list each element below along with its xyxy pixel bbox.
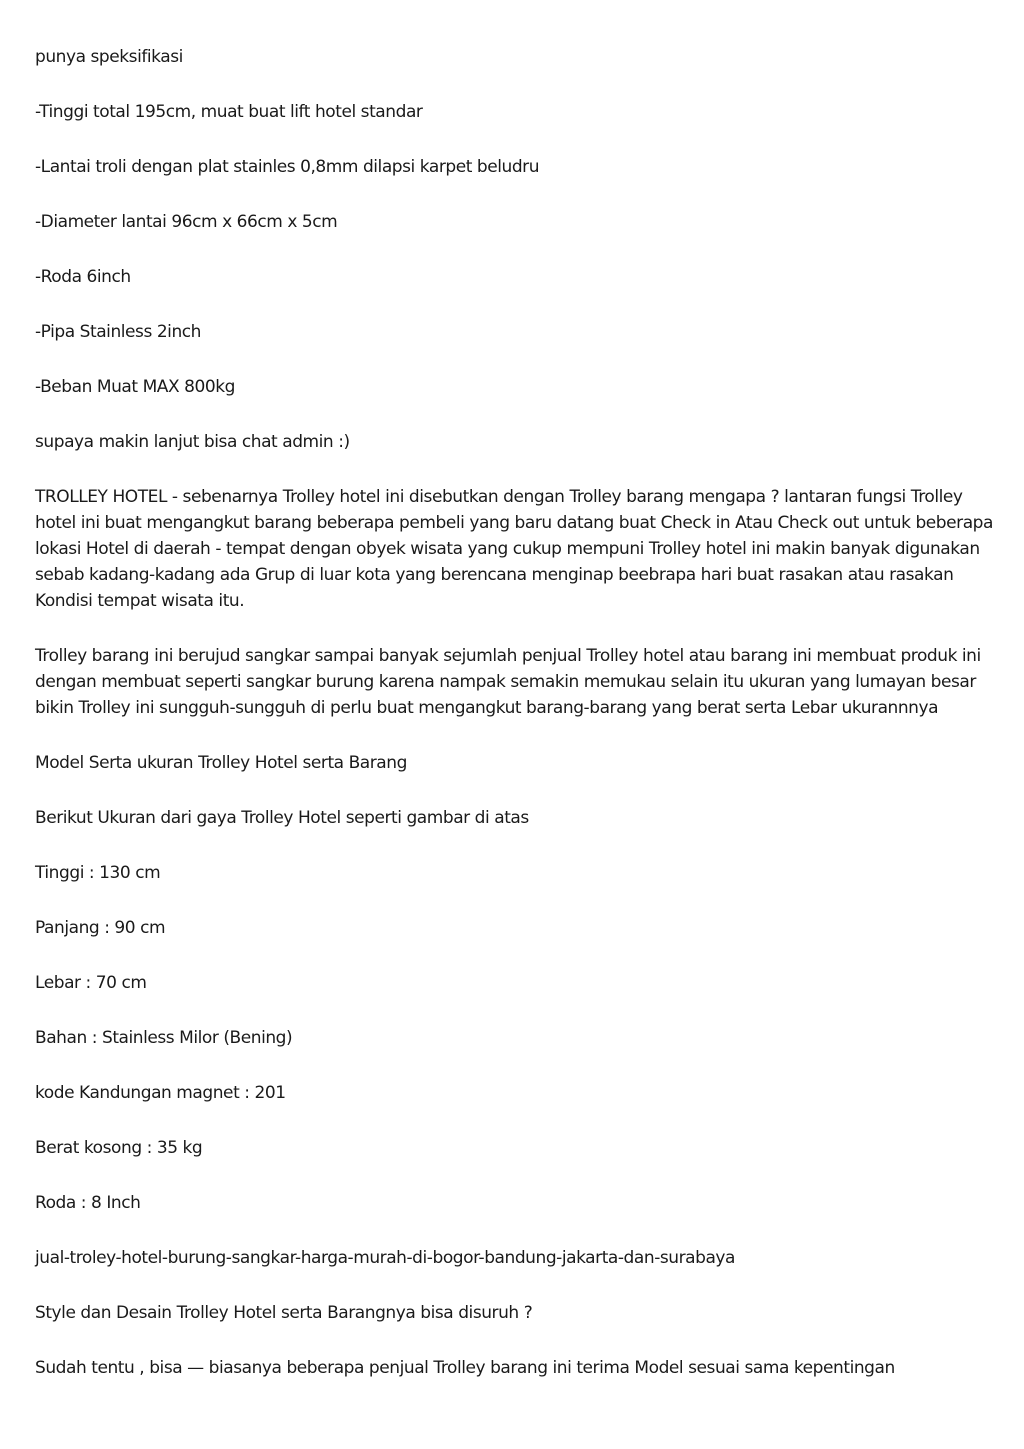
- spec-item: Roda : 8 Inch: [35, 1193, 141, 1213]
- paragraph: Trolley barang ini berujud sangkar sampai banyak sejumlah penjual Trolley hotel atau barang ini membuat produk ini dengan membuat seperti sangkar burung karena nampak semakin memukau selain itu ukuran yang lumayan besar bikin Trolley ini sungguh-sungguh di perlu buat mengangkut barang-barang yang berat serta Lebar ukurannnya: [35, 646, 981, 718]
- spec-item: -Diameter lantai 96cm x 66cm x 5cm: [35, 212, 338, 232]
- paragraph: supaya makin lanjut bisa chat admin :): [35, 432, 350, 452]
- spec-item: -Tinggi total 195cm, muat buat lift hotel standar: [35, 102, 423, 122]
- spec-item: Berat kosong : 35 kg: [35, 1138, 203, 1158]
- spec-item: -Pipa Stainless 2inch: [35, 322, 202, 342]
- paragraph: Sudah tentu , bisa — biasanya beberapa penjual Trolley barang ini terima Model sesuai sama kepentingan: [35, 1358, 895, 1378]
- spec-item: Lebar : 70 cm: [35, 973, 147, 993]
- document-body: [35, 44, 995, 1410]
- paragraph: punya speksifikasi: [35, 47, 183, 67]
- section-heading: Style dan Desain Trolley Hotel serta Barangnya bisa disuruh ?: [35, 1303, 533, 1323]
- spec-item: -Lantai troli dengan plat stainles 0,8mm dilapsi karpet beludru: [35, 157, 540, 177]
- spec-item: -Roda 6inch: [35, 267, 131, 287]
- slug-text: jual-troley-hotel-burung-sangkar-harga-murah-di-bogor-bandung-jakarta-dan-surabaya: [35, 1248, 736, 1268]
- spec-item: Bahan : Stainless Milor (Bening): [35, 1028, 293, 1048]
- paragraph: TROLLEY HOTEL - sebenarnya Trolley hotel ini disebutkan dengan Trolley barang mengapa ? lantaran fungsi Trolley hotel ini buat mengangkut barang beberapa pembeli yang baru datang buat Check in Atau Check out untuk beberapa lokasi Hotel di daerah - tempat dengan obyek wisata yang cukup mempuni Trolley hotel ini makin banyak digunakan sebab kadang-kadang ada Grup di luar kota yang berencana menginap beebrapa hari buat rasakan atau rasakan Kondisi tempat wisata itu.: [35, 487, 993, 611]
- spec-item: kode Kandungan magnet : 201: [35, 1083, 286, 1103]
- spec-item: Tinggi : 130 cm: [35, 863, 161, 883]
- section-heading: Model Serta ukuran Trolley Hotel serta Barang: [35, 753, 407, 773]
- paragraph: Berikut Ukuran dari gaya Trolley Hotel seperti gambar di atas: [35, 808, 529, 828]
- spec-item: -Beban Muat MAX 800kg: [35, 377, 235, 397]
- spec-item: Panjang : 90 cm: [35, 918, 166, 938]
